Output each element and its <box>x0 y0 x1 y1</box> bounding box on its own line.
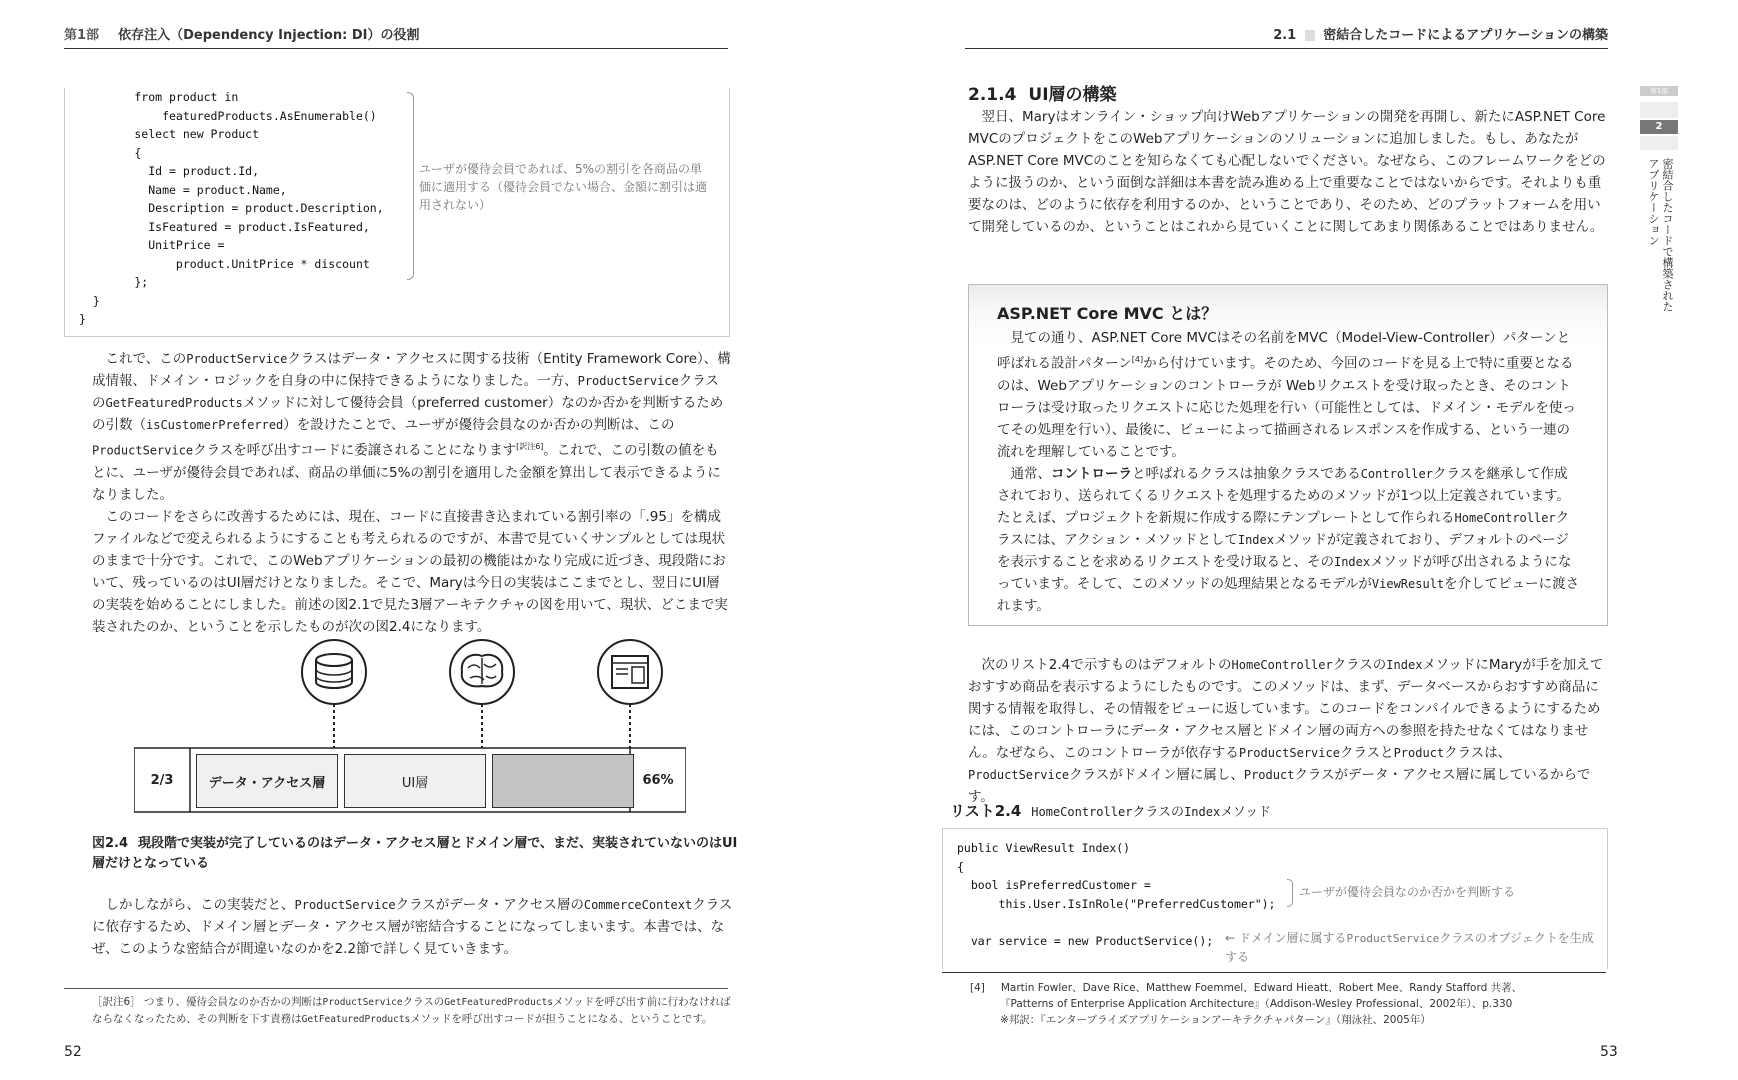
paragraph: このコードをさらに改善するためには、現在、コードに直接書き込まれている割引率の「.95」を構成ファイルなどで変えられるようにすることも考えられるのですが、本書で見ていくサンプルとしては現状のままで十分です。これで、このWebアプリケーションの最初の機能はかなり完成に近づき、現段階において、残っているのはUI層だけとなりました。そこで、Maryは今日の実装はここまでとし、翌日にUI層の実装を始めることにしました。前述の図2.1で見た3層アーキテクチャの図を用いて、現状、どこまで実装されたのか、ということを示したものが次の図2.4になります。 <box>92 508 728 635</box>
database-icon <box>302 640 366 704</box>
right-footnote: [4] Martin Fowler、Dave Rice、Matthew Foemmel、Edward Hieatt、Robert Mee、Randy Stafford 共著、 『Patterns of Enterprise Application Architecture』（Addison-Wesley Professional、2002年）、p.330 ※邦訳：『エンタープライズアプリケーションアーキテクチャパターン』（翔泳社、2005年） <box>970 982 1523 1026</box>
paragraph: 通常、コントローラと呼ばれるクラスは抽象クラスであるControllerクラスを継承して作成されており、送られてくるリクエストを処理するためのメソッドが1つ以上定義されています。たとえば、プロジェクトを新規に作成する際にテンプレートとして作られるHomeControllerクラスには、アクション・メソッドとしてIndexメソッドが定義されており、デフォルトのページを表示することを求めるリクエストを受け取ると、そのIndexメソッドが呼び出されるようになっています。そして、このメソッドの処理結果となるモデルがViewResultを介してビューに渡されます。 <box>997 465 1580 614</box>
paragraph: 翌日、Maryはオンライン・ショップ向けWebアプリケーションの開発を再開し、新たにASP.NET Core MVCのプロジェクトをこのWebアプリケーションのソリューションに追加しました。もし、あなたがASP.NET Core MVCのことを知らなくても心配しないでください。なぜなら、このフレームワークをどのように扱うのか、という面倒な詳細は本書を読み進める上で重要なことではないからです。それよりも重要なのは、どのように依存を利用するのか、ということであり、そのため、どのプラットフォームを用いて開発しているのか、ということはこれから見ていくことに関してあまり関係あることではありません。 <box>968 109 1606 235</box>
sidebar-box <box>968 284 1608 626</box>
figure-2-4 <box>134 636 686 814</box>
paragraph: 次のリスト2.4で示すものはデフォルトのHomeControllerクラスのIndexメソッドにMaryが手を加えておすすめ商品を表示するようにしたものです。このメソッドは、まず、データベースからおすすめ商品に関する情報を取得し、その情報をビューに返しています。このコードをコンパイルできるようにするためには、このコントローラにデータ・アクセス層とドメイン層の両方への参照を持たせなくてはなりません。なぜなら、このコントローラが依存するProductServiceクラスとProductクラスは、ProductServiceクラスがドメイン層に属し、Productクラスがデータ・アクセス層に属しているからです。 <box>968 657 1604 805</box>
brain-icon <box>450 640 514 704</box>
tab-spacer-2 <box>1640 136 1678 150</box>
code-listing: from product in featuredProducts.AsEnumerable() select new Product { Id = product.Id, Name = product.Name, Description = product.Description, IsFeatured = product.IsFeatured, UnitPrice = product.UnitPrice * discount }; } } <box>79 90 384 326</box>
running-header-right <box>1273 24 1608 43</box>
section-number: 2.1 <box>1273 28 1297 43</box>
paragraph: しかしながら、この実装だと、ProductServiceクラスがデータ・アクセス層のCommerceContextクラスに依存するため、ドメイン層とデータ・アクセス層が密結合することになってしまいます。本書では、なぜ、このような密結合が間違いなのかを2.2節で詳しく見ていきます。 <box>92 897 733 957</box>
right-body-text-2 <box>968 654 1610 808</box>
code-annotation: ユーザが優待会員であれば、5%の割引を各商品の単価に適用する（優待会員でない場合、金額に割引は適用されない） <box>419 162 708 212</box>
section-heading: 2.1.4 UI層の構築 <box>968 85 1117 105</box>
webpage-icon <box>598 640 662 704</box>
tab-part: 第1部 <box>1640 86 1678 96</box>
paragraph: 見ての通り、ASP.NET Core MVCはその名前をMVC（Model-View-Controller）パターンと呼ばれる設計パターン[4]から付けています。そのため、今回のコードを見る上で特に重要となるのは、Webアプリケーションのコントローラが Webリクエストを受け取ったとき、そのコントローラは受け取ったリクエストに応じた処理を行い（可能性としては、ドメイン・モデルを使ってその処理を行い）、最後に、ビューによって描画されるレスポンスを作成する、という一連の流れを理解していることです。 <box>997 330 1576 460</box>
header-rule-right <box>965 48 1608 49</box>
part-label: 第1部 <box>64 28 100 43</box>
listing-annotation-1: ユーザが優待会員なのか否かを判断する <box>1299 885 1516 899</box>
tab-spacer <box>1640 102 1678 118</box>
tab-chapter: 2 <box>1640 120 1678 134</box>
progress-percent: 66% <box>642 772 674 788</box>
figure-caption: 図2.4 現段階で実装が完了しているのはデータ・アクセス層とドメイン層で、まだ、実装されていないのはUI層だけとなっている <box>92 836 738 871</box>
left-body-text-2 <box>92 894 742 960</box>
layer-box-data-access: データ・アクセス層 <box>196 754 338 808</box>
left-footnote: ［訳注6］ つまり、優待会員なのか否かの判断はProductServiceクラスのGetFeaturedProductsメソッドを呼び出す前に行わなければならなくなったため、その判断を下す責務はGetFeaturedProductsメソッドを呼び出すコードが担うことになる、ということです。 <box>92 996 731 1025</box>
footnote-rule-right <box>942 972 1606 973</box>
left-body-text <box>92 348 732 638</box>
layer-box-ui: UI層 <box>344 754 486 808</box>
listing-brace <box>1287 879 1293 907</box>
footnote-rule-left <box>64 988 728 989</box>
section-title: 密結合したコードによるアプリケーションの構築 <box>1323 28 1608 43</box>
part-title: 依存注入（Dependency Injection: DI）の役割 <box>118 28 420 43</box>
code-listing-box <box>64 88 730 337</box>
listing-annotation-2: ← ドメイン層に属するProductServiceクラスのオブジェクトを生成する <box>1225 931 1594 964</box>
page-number-left: 52 <box>64 1044 82 1060</box>
progress-fraction: 2/3 <box>150 772 174 788</box>
right-body-text <box>968 106 1610 238</box>
layer-box-domain <box>492 754 634 808</box>
sidebar-title: ASP.NET Core MVC とは？ <box>997 304 1218 323</box>
chapter-tab-text: 密結合したコードで構築されたアプリケーション <box>1647 158 1674 312</box>
listing-box <box>942 828 1608 969</box>
listing-caption: リスト2.4 HomeControllerクラスのIndexメソッド <box>950 802 1272 820</box>
header-rule-left <box>64 48 728 49</box>
listing-code: public ViewResult Index() { bool isPreferredCustomer = this.User.IsInRole("PreferredCustomer"); var service = new ProductService(); <box>957 841 1276 948</box>
paragraph: これで、このProductServiceクラスはデータ・アクセスに関する技術（Entity Framework Core）、構成情報、ドメイン・ロジックを自身の中に保持できるようになりました。一方、ProductServiceクラスのGetFeaturedProductsメソッドに対して優待会員（preferred customer）なのか否かを判断するための引数（isCustomerPreferred）を設けたことで、ユーザが優待会員なのか否かの判断は、このProductServiceクラスを呼び出すコードに委譲されることになります[訳注6]。これで、この引数の値をもとに、ユーザが優待会員であれば、商品の単価に5%の割引を適用した金額を算出して表示できるようになりました。 <box>92 351 731 503</box>
running-header-left <box>64 24 419 43</box>
annotation-brace <box>407 92 414 280</box>
sidebar-text <box>997 327 1581 617</box>
page-number-right: 53 <box>1600 1044 1618 1060</box>
